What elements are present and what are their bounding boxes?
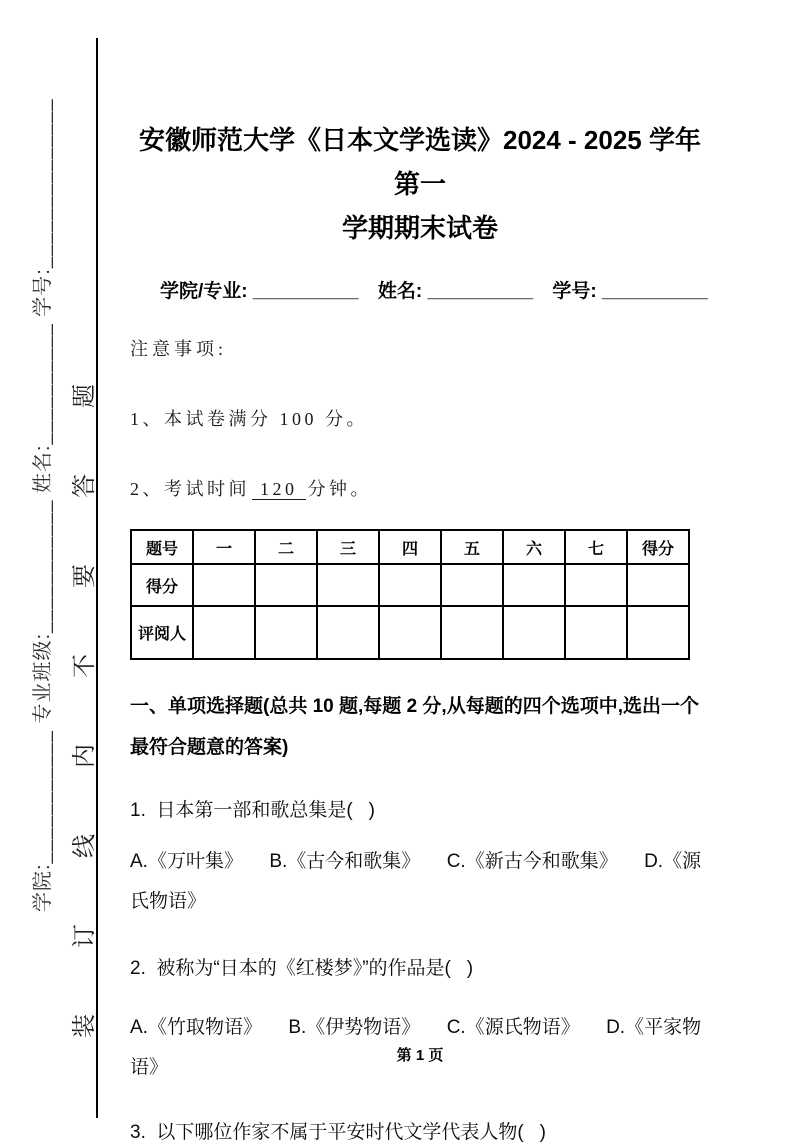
student-id-field	[552, 281, 707, 302]
student-id-blank: __________	[602, 281, 708, 302]
reviewer-cell-empty	[379, 606, 441, 659]
reviewer-cell-empty	[317, 606, 379, 659]
score-table-header-cell: 七	[565, 530, 627, 564]
notice-item-2	[130, 475, 710, 501]
score-cell-empty	[441, 564, 503, 606]
score-cell-empty	[317, 564, 379, 606]
college-major-label: 学院/专业:	[160, 281, 248, 302]
question-2: 2. 被称为“日本的《红楼梦》”的作品是( )	[130, 958, 474, 979]
question-1: 1. 日本第一部和歌总集是( )	[130, 800, 375, 821]
reviewer-cell-empty	[503, 606, 565, 659]
score-table-header-cell: 三	[317, 530, 379, 564]
score-table-header-cell: 二	[255, 530, 317, 564]
student-fields-row	[130, 276, 710, 303]
student-info-vertical-fields: 学院:___________ 专业班级:___________ 姓名:__________ 学号:______________	[32, 98, 54, 912]
reviewer-cell-empty	[441, 606, 503, 659]
score-cell-empty	[379, 564, 441, 606]
notice-heading: 注意事项:	[130, 339, 228, 359]
score-cell-empty	[255, 564, 317, 606]
score-table-reviewer-row	[131, 606, 689, 659]
score-row-label: 得分	[131, 564, 193, 606]
notice-2-suffix: 分钟。	[307, 479, 372, 499]
score-cell-empty	[503, 564, 565, 606]
score-cell-empty	[193, 564, 255, 606]
name-blank: __________	[427, 281, 534, 302]
page-number: 第 1 页	[396, 1047, 444, 1064]
college-major-field	[160, 281, 359, 302]
reviewer-cell-empty	[565, 606, 627, 659]
score-table-header-row	[131, 530, 689, 564]
score-table-header-cell: 四	[379, 530, 441, 564]
exam-duration-value: 120	[252, 479, 306, 500]
exam-title-line1: 安徽师范大学《日本文学选读》2024 - 2025 学年第一	[138, 125, 701, 199]
reviewer-cell-empty	[255, 606, 317, 659]
exam-content	[130, 0, 710, 1146]
exam-title	[130, 118, 710, 250]
score-table-header-cell: 五	[441, 530, 503, 564]
score-table	[130, 529, 690, 660]
score-cell-empty	[627, 564, 689, 606]
score-table-header-cell: 一	[193, 530, 255, 564]
reviewer-cell-empty	[627, 606, 689, 659]
score-cell-empty	[565, 564, 627, 606]
reviewer-cell-empty	[193, 606, 255, 659]
score-table-score-row	[131, 564, 689, 606]
question-3: 3. 以下哪位作家不属于平安时代文学代表人物( )	[130, 1122, 546, 1143]
name-label: 姓名:	[377, 281, 423, 302]
section1-heading: 一、单项选择题(总共 10 题,每题 2 分,从每题的四个选项中,选出一个最符合题意的答案)	[130, 696, 699, 758]
college-major-blank: __________	[252, 281, 359, 302]
notice-2-prefix: 2、考试时间	[130, 479, 250, 499]
reviewer-row-label: 评阅人	[131, 606, 193, 659]
score-table-header-cell: 得分	[627, 530, 689, 564]
exam-title-line2: 学期期末试卷	[341, 213, 498, 243]
question-1-options: A.《万叶集》 B.《古今和歌集》 C.《新古今和歌集》 D.《源氏物语》	[130, 851, 702, 912]
student-id-label: 学号:	[552, 281, 597, 302]
score-table-header-cell: 题号	[131, 530, 193, 564]
binding-seal-text: 装订线内不要答题	[71, 318, 98, 1038]
score-table-header-cell: 六	[503, 530, 565, 564]
name-field	[378, 281, 533, 302]
notice-item-1: 1、本试卷满分 100 分。	[130, 409, 368, 429]
question-2-options: A.《竹取物语》 B.《伊势物语》 C.《源氏物语》 D.《平家物语》	[130, 1017, 702, 1078]
